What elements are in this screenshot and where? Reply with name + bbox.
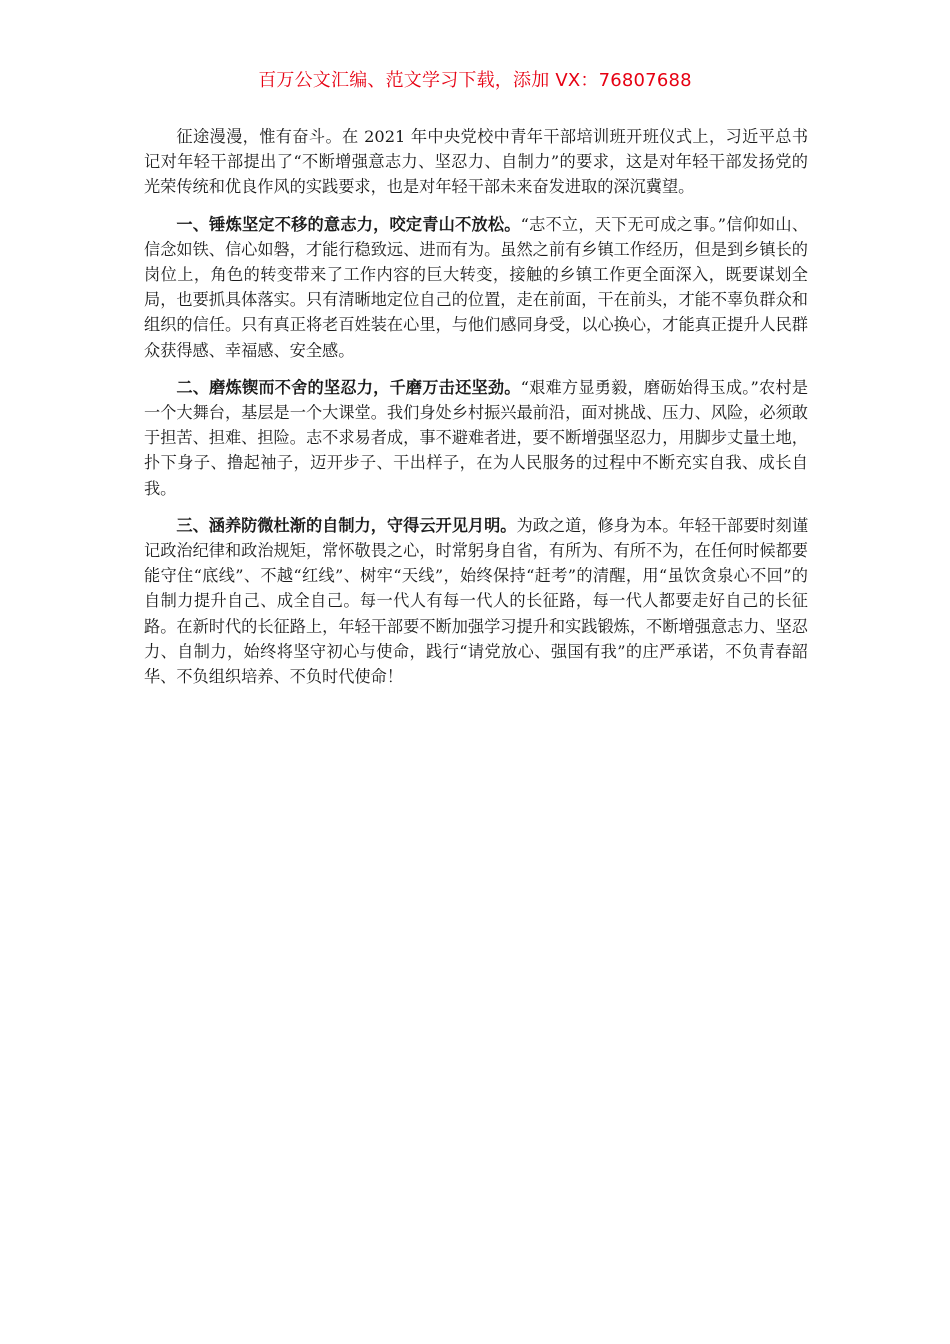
document-body [144,124,808,701]
section-heading: 三、涵养防微杜渐的自制力，守得云开见月明。 [176,515,517,535]
section-heading: 二、磨炼锲而不舍的坚忍力，千磨万击还坚劲。 [176,377,521,397]
section-heading: 一、锤炼坚定不移的意志力，咬定青山不放松。 [176,214,521,234]
header-banner: 百万公文汇编、范文学习下载，添加 VX：76807688 [258,70,692,91]
paragraph-section-3 [144,513,808,689]
paragraph-section-1 [144,212,808,363]
paragraph-intro [144,124,808,200]
paragraph-text: “志不立，天下无可成之事。”信仰如山、信念如铁、信心如磐，才能行稳致远、进而有为。虽然之前有乡镇工作经历，但是到乡镇长的岗位上，角色的转变带来了工作内容的巨大转变，接触的乡镇工作更全面深入，既要谋划全局，也要抓具体落实。只有清晰地定位自己的位置，走在前面，干在前头，才能不辜负群众和组织的信任。只有真正将老百姓装在心里，与他们感同身受，以心换心，才能真正提升人民群众获得感、幸福感、安全感。 [144,214,809,360]
paragraph-text: “艰难方显勇毅，磨砺始得玉成。”农村是一个大舞台，基层是一个大课堂。我们身处乡村振兴最前沿，面对挑战、压力、风险，必须敢于担苦、担难、担险。志不求易者成，事不避难者进，要不断增强坚忍力，用脚步丈量土地，扑下身子、撸起袖子，迈开步子、干出样子，在为人民服务的过程中不断充实自我、成长自我。 [144,377,809,498]
paragraph-text: 为政之道，修身为本。年轻干部要时刻谨记政治纪律和政治规矩，常怀敬畏之心，时常躬身自省，有所为、有所不为，在任何时候都要能守住“底线”、不越“红线”、树牢“天线”，始终保持“赶考”的清醒，用“虽饮贪泉心不回”的自制力提升自己、成全自己。每一代人有每一代人的长征路，每一代人都要走好自己的长征路。在新时代的长征路上，年轻干部要不断加强学习提升和实践锻炼，不断增强意志力、坚忍力、自制力，始终将坚守初心与使命，践行“请党放心、强国有我”的庄严承诺，不负青春韶华、不负组织培养、不负时代使命！ [144,515,809,687]
paragraph-section-2 [144,375,808,501]
paragraph-text: 征途漫漫，惟有奋斗。在 2021 年中央党校中青年干部培训班开班仪式上，习近平总书记对年轻干部提出了“不断增强意志力、坚忍力、自制力”的要求，这是对年轻干部发扬党的光荣传统和优良作风的实践要求，也是对年轻干部未来奋发进取的深沉冀望。 [144,127,808,197]
